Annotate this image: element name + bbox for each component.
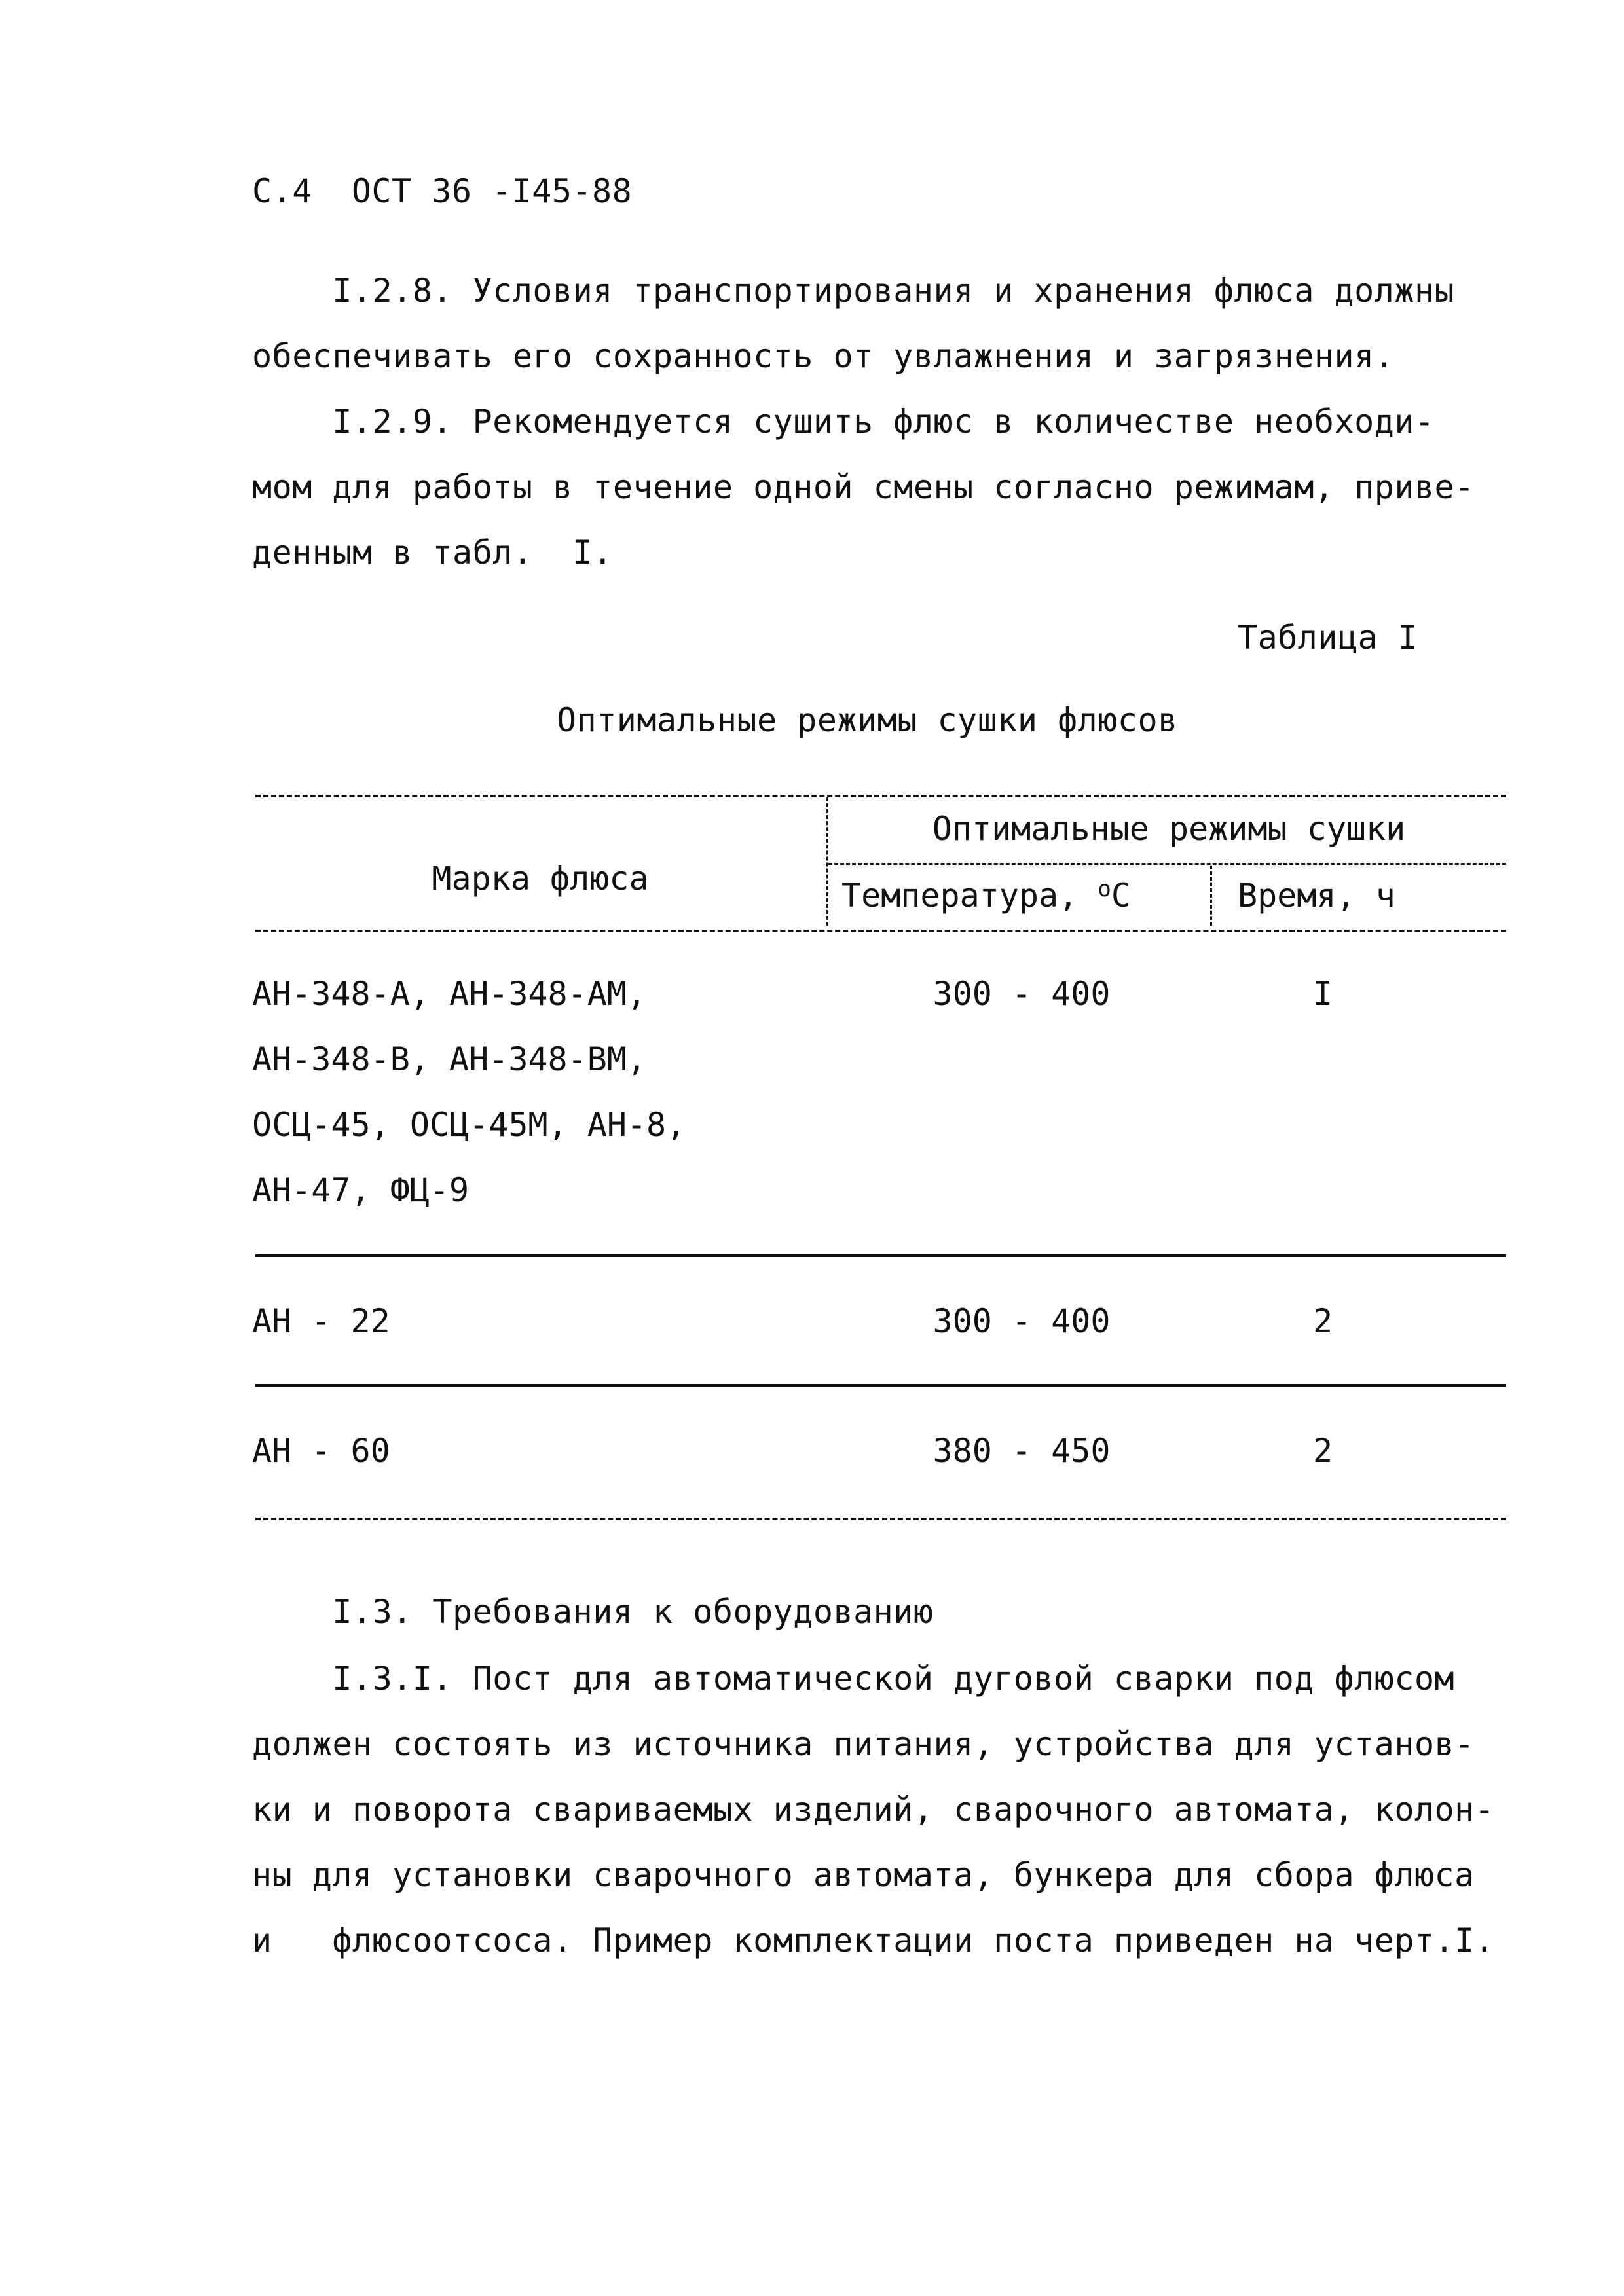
time-cell: I <box>1312 975 1333 1013</box>
brand-line: АН-47, ФЦ-9 <box>252 1171 470 1209</box>
standard-code: ОСТ 36 -I45-88 <box>351 172 633 210</box>
header-sub-rule <box>828 863 1506 865</box>
page-header <box>252 172 632 211</box>
time-cell: 2 <box>1312 1432 1333 1470</box>
temperature-cell: 300 - 400 <box>932 1302 1111 1340</box>
table-label: Таблица I <box>1238 619 1418 657</box>
brand-line: АН - 60 <box>252 1432 390 1470</box>
paragraph-line: I.2.9. Рекомендуется сушить флюс в количестве необходи- <box>252 403 1435 441</box>
table-title: Оптимальные режимы сушки флюсов <box>557 701 1178 739</box>
temperature-cell: 380 - 450 <box>932 1432 1111 1470</box>
degree-sign: о <box>1098 876 1111 902</box>
column-header-time: Время, ч <box>1238 877 1395 915</box>
temperature-header-label: Температура, <box>841 877 1079 915</box>
paragraph-line: должен состоять из источника питания, устройства для установ- <box>252 1725 1475 1763</box>
paragraph-line: денным в табл. I. <box>252 534 613 572</box>
paragraph-line: мом для работы в течение одной смены согласно режимам, приве- <box>252 468 1475 506</box>
table-header-rule <box>255 930 1506 932</box>
paragraph-line: ны для установки сварочного автомата, бункера для сбора флюса <box>252 1856 1475 1894</box>
temperature-cell: 300 - 400 <box>932 975 1111 1013</box>
page-number: С.4 <box>252 172 312 210</box>
paragraph-line: I.2.8. Условия транспортирования и хранения флюса должны <box>252 272 1455 310</box>
column-header-brand: Марка флюса <box>432 860 649 898</box>
paragraph-line: I.3.I. Пост для автоматической дуговой сварки под флюсом <box>252 1660 1455 1698</box>
temperature-unit: С <box>1111 877 1131 915</box>
paragraph-line: и флюсоотсоса. Пример комплектации поста приведен на черт.I. <box>252 1922 1495 1959</box>
brand-line: ОСЦ-45, ОСЦ-45М, АН-8, <box>252 1106 686 1144</box>
paragraph-line: обеспечивать его сохранность от увлажнения и загрязнения. <box>252 337 1395 375</box>
table-row-rule <box>255 1384 1506 1387</box>
brand-line: АН-348-А, АН-348-АМ, <box>252 975 647 1013</box>
brand-line: АН - 22 <box>252 1302 390 1340</box>
paragraph-line: ки и поворота свариваемых изделий, сварочного автомата, колон- <box>252 1791 1495 1829</box>
table-top-rule <box>255 795 1506 797</box>
header-divider-time <box>1210 866 1212 926</box>
section-heading: I.3. Требования к оборудованию <box>252 1593 934 1631</box>
column-header-temperature <box>841 876 1131 915</box>
brand-line: АН-348-В, АН-348-ВМ, <box>252 1040 647 1078</box>
table-row-rule <box>255 1254 1506 1257</box>
table-bottom-rule <box>255 1518 1506 1520</box>
column-group-header: Оптимальные режимы сушки <box>932 810 1406 848</box>
time-cell: 2 <box>1312 1302 1333 1340</box>
header-divider-brand <box>826 797 828 926</box>
